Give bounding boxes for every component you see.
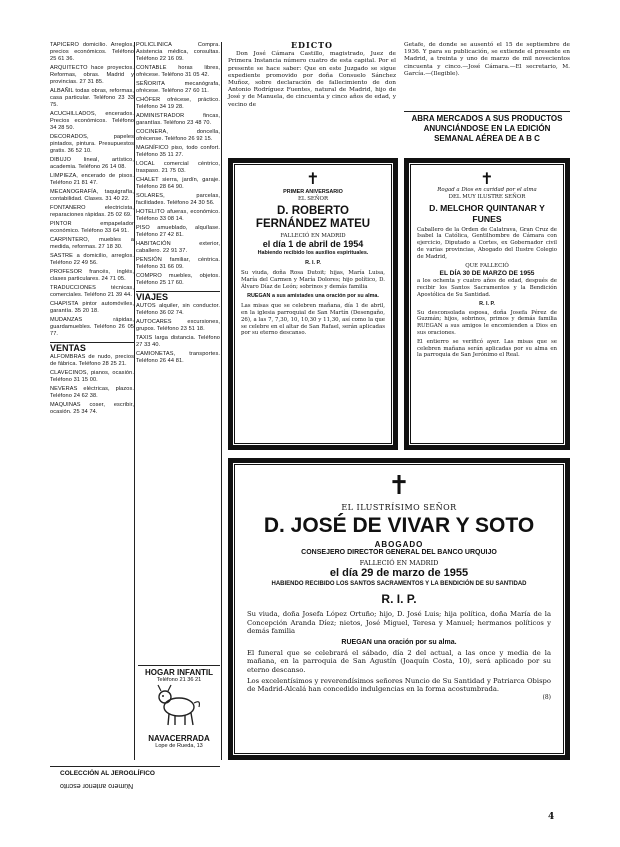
classified-ad: POLICLÍNICA Compra. Asistencia médica, consultas. Teléfono 22 16 09. [136, 42, 220, 62]
classified-ad: PENSIÓN familiar, céntrica. Teléfono 31 66 09. [136, 257, 220, 270]
classified-ad: MECANOGRAFÍA, taquigrafía, contabilidad. Clases. 31 40 22. [50, 189, 134, 202]
obit-family: Su desconsolada esposa, doña Josefa Pérez de Guzmán; hijos, sobrinos, primos y demás familia RUEGAN a sus amigos le encomienden a Dios en sus oraciones. [417, 309, 557, 336]
classified-list [136, 42, 220, 287]
section-viajes-heading: VIAJES [136, 291, 220, 301]
classified-ad: SASTRE a domicilio, arreglos. Teléfono 22 49 56. [50, 253, 134, 266]
classified-ad: DECORADOS, papeles pintados, pintura. Presupuestos gratis. 36 52 10. [50, 134, 134, 154]
column-divider [221, 42, 222, 760]
classified-ad: CLAVECINOS, pianos, ocasión. Teléfono 31 15 00. [50, 370, 134, 383]
obit-date: el día 1 de abril de 1954 [262, 239, 364, 250]
hogar-place: NAVACERRADA [148, 734, 210, 743]
obit-name: D. JOSÉ DE VIVAR Y SOTO [263, 514, 535, 537]
cross-icon: ✝ [480, 169, 494, 188]
classified-ad: DIBUJO lineal, artístico, academia. Teléfono 26 14 08. [50, 157, 134, 170]
cross-icon: ✝ [306, 169, 320, 188]
classified-ad: COCINERA, doncella, ofrécense. Teléfono 26 92 15. [136, 129, 220, 142]
classified-ad: PINTOR empapelador económico. Teléfono 33 64 91. [50, 221, 134, 234]
obit-name: D. ROBERTO FERNÁNDEZ MATEU [255, 204, 371, 230]
cross-icon: ✝ [388, 471, 410, 501]
classified-ad: AUTOS alquiler, sin conductor. Teléfono 36 02 74. [136, 303, 220, 316]
obit-funeral: El funeral que se celebrará el sábado, día 2 del actual, a las once y media de la mañana, en la parroquia de San Agustín (Joaquín Costa, 10), será aplicado por su eterno descanso. [247, 648, 551, 674]
classified-ad: COMPRO muebles, objetos. Teléfono 25 17 60. [136, 273, 220, 286]
classified-ad: SEÑORITA mecanógrafa, ofrécese. Teléfono 27 60 11. [136, 81, 220, 94]
obit-anniversary: PRIMER ANIVERSARIO [283, 189, 343, 195]
classified-ad: AUTOCARES excursiones, grupos. Teléfono 23 51 18. [136, 319, 220, 332]
obit-date: el día 29 de marzo de 1955 [329, 567, 469, 579]
classified-ad: MAGNÍFICO piso, todo confort. Teléfono 35 11 27. [136, 145, 220, 158]
obit-fallecio: QUE FALLECIÓ [465, 262, 509, 269]
obit-name: D. MELCHOR QUINTANAR Y FUNES [429, 202, 545, 224]
obit-ruegan: RUEGAN una oración por su alma. [341, 638, 457, 646]
classified-ad: FONTANERO electricista, reparaciones rápidas. 25 02 69. [50, 205, 134, 218]
abra-mercados-ad: ABRA MERCADOS A SUS PRODUCTOS ANUNCIÁNDOSE EN LA EDICIÓN SEMANAL AÉREA DE A B C [411, 114, 563, 143]
obit-honorific: EL SEÑOR [297, 195, 329, 202]
coleccion-jeroglifico: COLECCIÓN AL JEROGLÍFICO [60, 770, 155, 777]
classified-ad: TAPICERO domicilio. Arreglos, precios económicos. Teléfono 25 61 36. [50, 42, 134, 62]
classified-ad: MAQUINAS coser, escribir, ocasión. 25 34 74. [50, 402, 134, 415]
obit-sacraments: HABIENDO RECIBIDO LOS SANTOS SACRAMENTOS Y LA BENDICIÓN DE SU SANTIDAD [271, 581, 527, 587]
classified-ad: ACUCHILLADOS, encerados. Precios económicos. Teléfono 34 28 50. [50, 111, 134, 131]
classified-list [50, 42, 134, 338]
classified-ad: ALBAÑIL todas obras, reformas, casa particular. Teléfono 23 33 75. [50, 88, 134, 108]
obit-rogad: Rogad a Dios en caridad por el alma [437, 187, 537, 193]
classified-ad: CARPINTERO, muebles a medida, reformas. 27 18 30. [50, 237, 134, 250]
obit-title: ABOGADO [374, 540, 424, 549]
classified-ad: ADMINISTRADOR fincas, garantías. Teléfono 23 48 70. [136, 113, 220, 126]
classified-ad: NEVERAS eléctricas, plazos. Teléfono 24 62 38. [50, 386, 134, 399]
hogar-address: Lope de Rueda, 13 [155, 743, 203, 749]
section-ventas-heading: VENTAS [50, 342, 134, 352]
obit-rip: R. I. P. [305, 260, 321, 267]
obit-masses: Las misas que se celebren mañana, día 1 de abril, en la iglesia parroquial de San Martín (Desengaño, 26), a las 7, 7,30, 10, 10,30 y 11,30, así como la que se celebre en el altar de San Rafael, serán aplicadas por su eterno descanso. [241, 303, 385, 337]
divider [404, 111, 570, 112]
obit-honorific: EL ILUSTRÍSIMO SEÑOR [341, 503, 457, 512]
classified-ad: HABITACIÓN exterior, caballero. 22 91 37. [136, 241, 220, 254]
obituary-quintanar [404, 158, 570, 450]
classified-ad: PROFESOR francés, inglés, clases particulares. 24 71 05. [50, 269, 134, 282]
obit-fallecio: FALLECIÓ EN MADRID [359, 559, 439, 567]
obit-indulgences: Los excelentísimos y reverendísimos señores Nuncio de Su Santidad y Patriarca Obispo de Madrid-Alcalá han concedido indulgencias en la forma acostumbrada. [247, 676, 551, 694]
obit-family: Su viuda, doña Josefa López Ortuño; hijo, D. José Luis; hija política, doña María de la Concepción Aranda Díez; nietos, José Miguel, Teresa y Manuel; hermanos políticos y demás familia [247, 610, 551, 636]
obit-date: EL DÍA 30 DE MARZO DE 1955 [439, 270, 535, 278]
classified-ad: MUDANZAS rápidas, guardamuebles. Teléfono 26 05 77. [50, 317, 134, 337]
classified-ad: HOTELITO afueras, económico. Teléfono 33 08 14. [136, 209, 220, 222]
classified-ad: TAXIS larga distancia. Teléfono 27 33 40. [136, 335, 220, 348]
classifieds-column-1 [50, 42, 134, 760]
obit-ruegan: RUEGAN a sus amistades una oración por su alma. [247, 293, 379, 300]
hogar-phone: Teléfono 21 36 21 [156, 677, 202, 683]
classified-ad: SOLARES, parcelas, facilidades. Teléfono 24 30 56. [136, 193, 220, 206]
obit-masses: El entierro se verificó ayer. Las misas que se celebren mañana serán aplicadas por su alma en la parroquia de San Jerónimo el Real. [417, 338, 557, 359]
obit-fallecio: FALLECIÓ EN MADRID [280, 232, 346, 239]
classified-ad: TRADUCCIONES técnicas, comerciales. Teléfono 21 39 44. [50, 285, 134, 298]
classified-ad: LIMPIEZA, encerado de pisos. Teléfono 21 81 47. [50, 173, 134, 186]
hogar-title: HOGAR INFANTIL [145, 668, 213, 677]
page-number: 4 [548, 812, 555, 822]
obit-family: Su viuda, doña Rosa Dutoit; hijas, María Luisa, María del Carmen y María Dolores; hijo político, D. Álvaro Díaz de León; sobrinos y demás familia [241, 269, 385, 290]
ventas-list [50, 354, 134, 416]
deer-illustration-icon [149, 683, 209, 727]
edicto-title: EDICTO [290, 40, 334, 50]
classified-ad: ARQUITECTO hace proyectos. Reformas, obras. Madrid y provincias. 27 31 85. [50, 65, 134, 85]
obit-rip: R. I. P. [479, 300, 495, 307]
divider [50, 766, 220, 767]
obit-auxilios: Habiendo recibido los auxilios espirituales. [257, 250, 369, 257]
classified-ad: CHALET sierra, jardín, garaje. Teléfono 28 64 90. [136, 177, 220, 190]
obit-sacraments: a los ochenta y cuatro años de edad, después de recibir los Santos Sacramentos y la Bendición Apostólica de Su Santidad. [417, 278, 557, 298]
obit-rip: R. I. P. [381, 592, 417, 606]
divider [138, 665, 220, 666]
hogar-infantil-ad [138, 668, 220, 760]
classified-ad: CONTABLE horas libres, ofrécese. Teléfono 31 05 42. [136, 65, 220, 78]
obit-ref: (8) [542, 693, 551, 701]
obit-titles: Caballero de la Orden de Calatrava, Gran Cruz de Isabel la Católica, Gentilhombre de Cámara con ejercicio, Diputado a Cortes, ex Gobernador civil de varias provincias, Abogado del Ilustre Colegio de Madrid, [417, 226, 557, 260]
classified-ad: PISO amueblado, alquílase. Teléfono 27 42 81. [136, 225, 220, 238]
edicto-notice [228, 42, 396, 109]
obit-honorific: DEL MUY ILUSTRE SEÑOR [448, 193, 526, 200]
viajes-list [136, 303, 220, 365]
edicto-body: Don José Cámara Castillo, magistrado, Juez de Primera Instancia número cuatro de esta capital. Por el presente se hace saber: Que en este Juzgado se sigue expediente promovido por doña Consuelo Sánchez Muñoz, sobre declaración de fallecimiento de don Antonio Rodríguez Fuentes, natural de Madrid, hijo de José y de Manuela, de cincuenta y cinco años de edad, y vecino de [228, 51, 396, 108]
classified-ad: CHAPISTA pintor automóviles, garantía. 35 20 18. [50, 301, 134, 314]
column-divider [134, 42, 135, 760]
obit-post: CONSEJERO DIRECTOR GENERAL DEL BANCO URQUIJO [301, 549, 497, 556]
classifieds-column-2 [136, 42, 220, 760]
classified-ad: CHÓFER ofrécese, práctico. Teléfono 34 19 28. [136, 97, 220, 110]
classified-ad: LOCAL comercial céntrico, traspaso. 21 75 03. [136, 161, 220, 174]
classified-ad: CAMIONETAS, transportes. Teléfono 26 44 81. [136, 351, 220, 364]
edicto-continuation [404, 42, 570, 79]
classified-ad: ALFOMBRAS de nudo, precios de fábrica. Teléfono 28 25 21. [50, 354, 134, 367]
obituary-fernandez [228, 158, 398, 450]
obituary-vivar-soto [228, 458, 570, 760]
flipped-caption: Número anterior escrito [60, 782, 134, 789]
edicto-cont-text: Getafe, de donde se ausentó el 15 de septiembre de 1936. Y para su publicación, se extiende el presente en Madrid, a treinta y uno de marzo de mil novecientos cincuenta y cinco.—José Cámara.—El secretario, M. García.—(Ilegible). [404, 42, 570, 77]
